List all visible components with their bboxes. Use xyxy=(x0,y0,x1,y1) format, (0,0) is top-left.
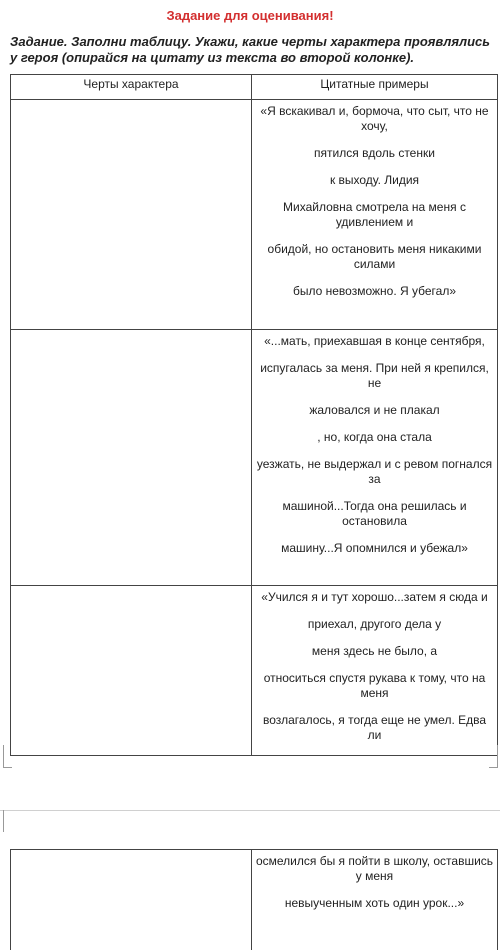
character-table-continued xyxy=(10,849,498,950)
task-text: Задание. Заполни таблицу. Укажи, какие черты характера проявлялись у героя (опирайся на цитату из текста во второй колонке). xyxy=(10,34,490,65)
quote-line: пятился вдоль стенки xyxy=(314,146,435,160)
table-row xyxy=(11,586,498,756)
quote-cell xyxy=(252,850,498,950)
quote-cell xyxy=(252,100,498,330)
quote-line: обидой, но остановить меня никакими силами xyxy=(267,242,482,271)
quote-line: невыученным хоть один урок...» xyxy=(284,896,465,910)
quote-line: меня здесь не было, а xyxy=(311,644,438,658)
trait-cell[interactable] xyxy=(11,100,252,330)
quote-line: Михайловна смотрела на меня с удивлением и xyxy=(283,200,466,229)
page-gap xyxy=(0,770,500,810)
header-quotes: Цитатные примеры xyxy=(252,75,498,100)
quote-line: , но, когда она стала xyxy=(317,430,432,444)
quote-line: испугалась за меня. При ней я крепился, не xyxy=(260,361,489,390)
quote-line: машину...Я опомнился и убежал» xyxy=(281,541,468,555)
quote-line: к выходу. Лидия xyxy=(329,173,420,187)
page-corner-mark xyxy=(3,810,12,832)
quote-line: «...мать, приехавшая в конце сентября, xyxy=(264,334,485,348)
page-corner-mark xyxy=(3,745,12,768)
quote-line: приехал, другого дела у xyxy=(307,617,442,631)
quote-line: машиной...Тогда она решилась и остановила xyxy=(282,499,467,528)
table-header-row xyxy=(11,75,498,100)
trait-cell[interactable] xyxy=(11,330,252,586)
table-row xyxy=(11,100,498,330)
quote-line: возлагалось, я тогда еще не умел. Едва ли xyxy=(262,713,487,742)
table-row xyxy=(11,850,498,950)
quote-cell xyxy=(252,586,498,756)
character-table xyxy=(10,74,498,756)
document-page-2 xyxy=(0,810,500,946)
page-title: Задание для оценивания! xyxy=(166,8,334,23)
header-traits: Черты характера xyxy=(11,75,252,100)
trait-cell[interactable] xyxy=(11,586,252,756)
quote-line: жаловался и не плакал xyxy=(309,403,440,417)
quote-line: уезжать, не выдержал и с ревом погнался за xyxy=(256,457,493,486)
page-corner-mark xyxy=(489,745,498,768)
quote-line: «Я вскакивал и, бормоча, что сыт, что не хочу, xyxy=(260,104,489,133)
quote-line: было невозможно. Я убегал» xyxy=(292,284,457,298)
trait-cell[interactable] xyxy=(11,850,252,950)
quote-cell xyxy=(252,330,498,586)
quote-line: относиться спустя рукава к тому, что на меня xyxy=(263,671,486,700)
quote-line: осмелился бы я пойти в школу, оставшись у меня xyxy=(255,854,494,883)
quote-line: «Учился я и тут хорошо...затем я сюда и xyxy=(261,590,488,604)
table-row xyxy=(11,330,498,586)
